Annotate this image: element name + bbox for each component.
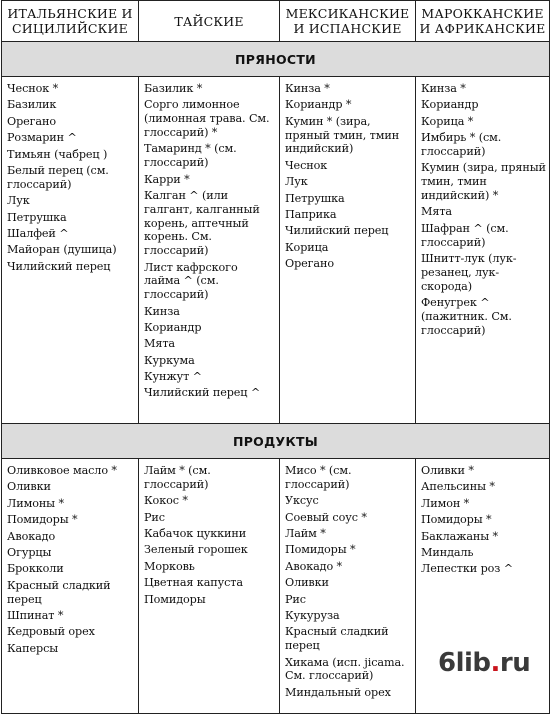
list-item: Шалфей ^ [7, 226, 69, 240]
list-item: Лист кафрского лайма ^ (см. глоссарий) [144, 260, 238, 302]
list-item: Рис [144, 510, 165, 524]
item-list [7, 82, 135, 274]
list-item: Петрушка [7, 210, 67, 224]
list-item: Чилийский перец [7, 259, 111, 273]
section-row-products [2, 424, 550, 459]
list-item: Базилик * [144, 82, 203, 95]
spices-cell-thai [139, 77, 280, 424]
list-item: Помидоры * [285, 543, 356, 557]
list-item: Цветная капуста [144, 576, 243, 590]
list-item: Сорго лимонное (лимонная трава. См. глоссарий) * [144, 98, 270, 139]
list-item: Куркума [144, 353, 195, 367]
list-item: Тимьян (чабрец ) [7, 147, 108, 161]
list-item: Кинза * [285, 82, 330, 95]
list-item: Кориандр * [285, 98, 352, 112]
list-item: Розмарин ^ [7, 131, 77, 145]
site-watermark-logo [438, 648, 530, 678]
list-item: Кинза * [421, 82, 466, 95]
item-list [421, 82, 546, 337]
section-title-spices: ПРЯНОСТИ [2, 42, 550, 77]
list-item: Зеленый горошек [144, 543, 248, 557]
list-item: Шнитт-лук (лук-резанец, лук-скорода) [421, 251, 517, 293]
products-cell-thai [139, 459, 280, 714]
list-item: Соевый соус * [285, 510, 367, 524]
section-title-products: ПРОДУКТЫ [2, 424, 550, 459]
spices-cell-italian [2, 77, 139, 424]
products-cell-mexican [280, 459, 416, 714]
list-item: Майоран (душица) [7, 243, 117, 257]
list-item: Кориандр [421, 98, 479, 112]
list-item: Шпинат * [7, 608, 64, 622]
header-row [2, 1, 550, 42]
list-item: Мята [421, 205, 452, 219]
list-item: Чилийский перец ^ [144, 386, 261, 400]
list-item: Оливки [285, 576, 329, 590]
watermark-dot: . [490, 648, 500, 678]
spices-row [2, 77, 550, 424]
list-item: Корица * [421, 114, 474, 128]
list-item: Кориандр [144, 320, 202, 334]
list-item: Красный сладкий перец [7, 578, 111, 606]
column-header-thai: ТАЙСКИЕ [139, 1, 280, 42]
list-item: Корица [285, 240, 329, 254]
list-item: Лимон * [421, 496, 470, 510]
list-item: Кедровый орех [7, 625, 95, 639]
list-item: Кунжут ^ [144, 370, 202, 384]
list-item: Тамаринд * (см. глоссарий) [144, 142, 237, 170]
list-item: Красный сладкий перец [285, 625, 389, 653]
list-item: Миндаль [421, 545, 474, 559]
list-item: Кукуруза [285, 608, 340, 622]
column-header-italian: ИТАЛЬЯНСКИЕ И СИЦИЛИЙСКИЕ [2, 1, 139, 42]
list-item: Хикама (исп. jicama. См. глоссарий) [285, 655, 405, 683]
item-list [285, 464, 412, 699]
item-list [421, 464, 546, 576]
list-item: Помидоры * [421, 513, 492, 527]
item-list [285, 82, 412, 271]
list-item: Авокадо * [285, 559, 343, 573]
list-item: Морковь [144, 559, 195, 573]
list-item: Базилик [7, 98, 57, 112]
list-item: Лимоны * [7, 496, 64, 510]
column-header-moroccan: МАРОККАНСКИЕ И АФРИКАНСКИЕ [416, 1, 550, 42]
list-item: Мята [144, 337, 175, 351]
section-row-spices [2, 42, 550, 77]
list-item: Помидоры * [7, 513, 78, 527]
list-item: Огурцы [7, 545, 52, 559]
list-item: Апельсины * [421, 480, 495, 494]
list-item: Паприка [285, 207, 337, 221]
list-item: Кумин (зира, пряный тмин, тмин индийский) * [421, 161, 546, 202]
spices-cell-mexican [280, 77, 416, 424]
spices-cell-moroccan [416, 77, 550, 424]
list-item: Чилийский перец [285, 224, 389, 238]
item-list [7, 464, 135, 656]
list-item: Орегано [7, 114, 56, 128]
list-item: Карри * [144, 172, 190, 186]
list-item: Шафран ^ (см. глоссарий) [421, 221, 509, 249]
list-item: Фенугрек ^ (пажитник. См. глоссарий) [421, 295, 512, 337]
list-item: Кумин * (зира, пряный тмин, тмин индийский) [285, 114, 400, 156]
list-item: Кинза [144, 304, 180, 318]
list-item: Чеснок [285, 158, 328, 172]
list-item: Лук [7, 194, 30, 208]
cuisine-table [1, 0, 550, 714]
watermark-text-left: 6lib [438, 648, 491, 678]
column-header-mexican: МЕКСИКАНСКИЕ И ИСПАНСКИЕ [280, 1, 416, 42]
list-item: Калган ^ (или галгант, калганный корень, аптечный корень. См. глоссарий) [144, 188, 260, 258]
item-list [144, 82, 276, 400]
list-item: Имбирь * (см. глоссарий) [421, 131, 502, 158]
list-item: Лайм * [285, 526, 326, 540]
list-item: Каперсы [7, 641, 59, 655]
list-item: Авокадо [7, 529, 56, 543]
list-item: Лайм * (см. глоссарий) [144, 464, 211, 491]
list-item: Чеснок * [7, 82, 59, 95]
list-item: Миндальный орех [285, 685, 391, 699]
list-item: Баклажаны * [421, 529, 499, 543]
products-cell-italian [2, 459, 139, 714]
list-item: Рис [285, 592, 306, 606]
list-item: Оливки [7, 480, 51, 494]
list-item: Кабачок цуккини [144, 526, 247, 540]
list-item: Петрушка [285, 191, 345, 205]
list-item: Брокколи [7, 562, 64, 576]
watermark-text-right: ru [499, 648, 531, 678]
list-item: Оливковое масло * [7, 464, 117, 477]
list-item: Оливки * [421, 464, 474, 477]
list-item: Лук [285, 175, 308, 189]
item-list [144, 464, 276, 606]
list-item: Орегано [285, 257, 334, 271]
list-item: Лепестки роз ^ [421, 562, 514, 576]
list-item: Кокос * [144, 494, 188, 508]
list-item: Помидоры [144, 592, 206, 606]
list-item: Мисо * (см. глоссарий) [285, 464, 352, 491]
list-item: Белый перец (см. глоссарий) [7, 163, 109, 191]
list-item: Уксус [285, 494, 319, 508]
